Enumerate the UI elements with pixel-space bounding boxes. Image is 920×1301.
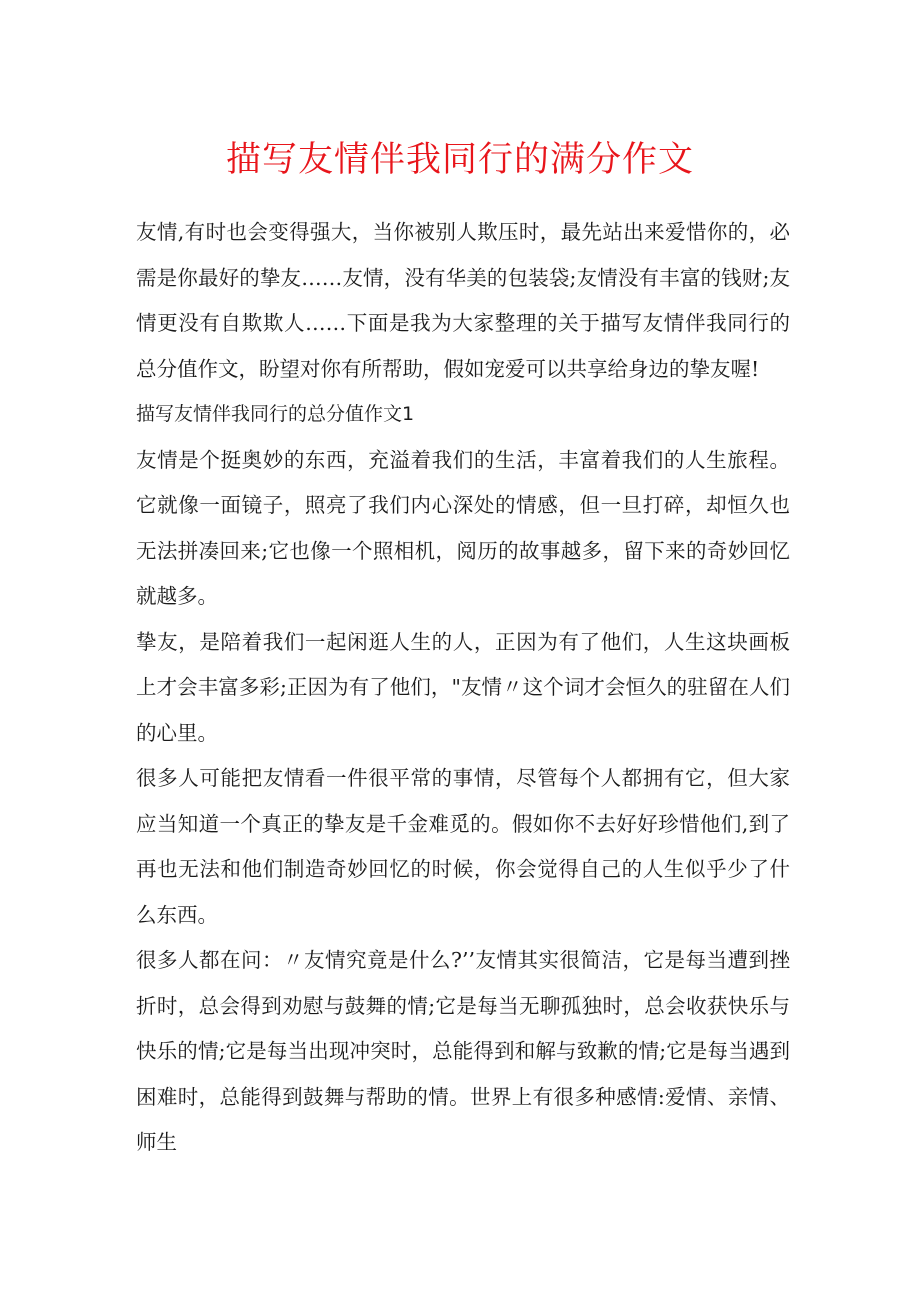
article-body: [136, 210, 790, 1166]
body-paragraph: 很多人都在问：〃友情究竟是什么?’’友情其实很简洁，它是每当遭到挫折时，总会得到劝慰与鼓舞的情;它是每当无聊孤独时，总会收获快乐与快乐的情;它是每当出现冲突时，总能得到和解与致歉的情;它是每当遇到困难时，总能得到鼓舞与帮助的情。世界上有很多种感情:爱情、亲情、师生: [136, 948, 790, 1154]
body-paragraph: 很多人可能把友情看一件很平常的事情，尽管每个人都拥有它，但大家应当知道一个真正的挚友是千金难觅的。假如你不去好好珍惜他们,到了再也无法和他们制造奇妙回忆的时候，你会觉得自己的人生似乎少了什么东西。: [136, 766, 790, 927]
intro-paragraph: 友情,有时也会变得强大，当你被别人欺压时，最先站出来爱惜你的，必需是你最好的挚友……友情，没有华美的包装袋;友情没有丰富的钱财;友情更没有自欺欺人……下面是我为大家整理的关于描写友情伴我同行的总分值作文，盼望对你有所帮助，假如宠爱可以共享给身边的挚友喔!: [136, 220, 790, 381]
section-heading: 描写友情伴我同行的总分值作文1: [136, 403, 415, 425]
body-paragraph: 友情是个挺奥妙的东西，充溢着我们的生活，丰富着我们的人生旅程。它就像一面镜子，照亮了我们内心深处的情感，但一旦打碎，却恒久也无法拼凑回来;它也像一个照相机，阅历的故事越多，留下来的奇妙回忆就越多。: [136, 447, 790, 608]
body-paragraph: 挚友，是陪着我们一起闲逛人生的人，正因为有了他们，人生这块画板上才会丰富多彩;正因为有了他们，"友情〃这个词才会恒久的驻留在人们的心里。: [136, 629, 790, 745]
page-title: 描写友情伴我同行的满分作文: [225, 140, 694, 180]
